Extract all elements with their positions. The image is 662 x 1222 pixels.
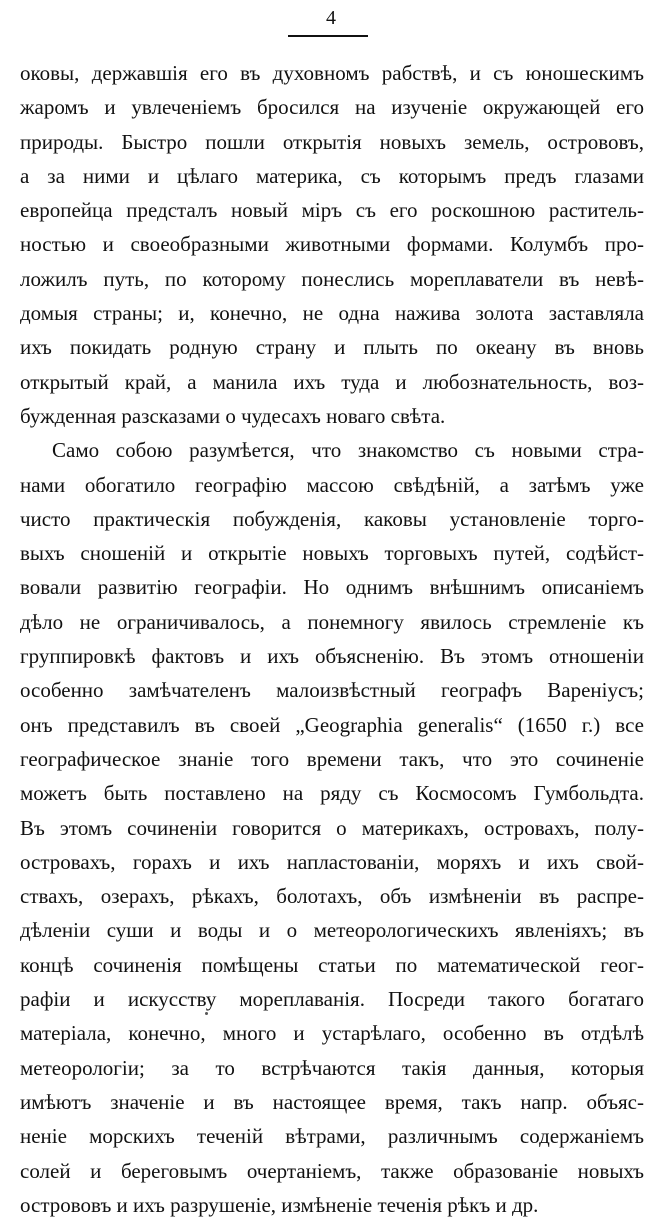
text-line: дѣленіи суши и воды и о метеорологическихъ явленіяхъ; въ (20, 918, 644, 943)
text-line: матеріала, конечно, много и устарѣлаго, особенно въ отдѣлѣ (20, 1021, 644, 1046)
text-line: ностью и своеобразными животными формами. Колумбъ про- (20, 232, 644, 257)
text-line: Въ этомъ сочиненіи говорится о материкахъ, островахъ, полу- (20, 815, 644, 840)
text-line: особенно замѣчателенъ малоизвѣстный географъ Варенiусъ; (20, 678, 644, 703)
header-rule (288, 35, 368, 37)
text-line: нами обогатило географію массою свѣдѣній, а затѣмъ уже (20, 472, 644, 497)
text-line: островахъ, горахъ и ихъ напластованіи, моряхъ и ихъ свой- (20, 849, 644, 874)
text-line: ствахъ, озерахъ, рѣкахъ, болотахъ, объ измѣненіи въ распре- (20, 884, 644, 909)
text-line: онъ представилъ въ своей „Geographia generalis“ (1650 г.) все (20, 712, 644, 737)
text-line: рафіи и искусству мореплаванія. Посреди такого богатаго (20, 987, 644, 1012)
page-number: 4 (326, 7, 336, 29)
text-line: дѣло не ограничивалось, а понемногу явилось стремленіе къ (20, 609, 644, 634)
text-line: домыя страны; и, конечно, не одна нажива золота заставляла (20, 301, 644, 326)
text-line: острововъ и ихъ разрушеніе, измѣненіе теченія рѣкъ и др. (20, 1192, 539, 1217)
text-line: чисто практическія побужденія, каковы установленіе торго- (20, 506, 644, 531)
text-line: Само собою разумѣется, что знакомство съ новыми стра- (52, 438, 644, 463)
text-line: можетъ быть поставлено на ряду съ Космосомъ Гумбольдта. (20, 781, 644, 806)
text-line: неніе морскихъ теченій вѣтрами, различнымъ содержаніемъ (20, 1124, 644, 1149)
text-line: оковы, державшія его въ духовномъ рабствѣ, и съ юношескимъ (20, 61, 644, 85)
text-body (20, 56, 644, 1222)
text-line: ихъ покидать родную страну и плыть по океану въ вновь (20, 335, 644, 360)
text-line: бужденная разсказами о чудесахъ новаго свѣта. (20, 403, 446, 428)
text-line: природы. Быстро пошли открытія новыхъ земель, острововъ, (20, 129, 644, 154)
paragraph-1 (20, 56, 644, 433)
text-line: географическое знаніе того времени такъ, что это сочиненіе (20, 746, 644, 771)
text-line: группировкѣ фактовъ и ихъ объясненію. Въ этомъ отношеніи (20, 644, 644, 669)
text-line: имѣютъ значеніе и въ настоящее время, такъ напр. объяс- (20, 1089, 644, 1114)
text-line: европейца предсталъ новый міръ съ его роскошною раститель- (20, 198, 644, 223)
text-line: а за ними и цѣлаго материка, съ которымъ предъ глазами (20, 163, 644, 188)
text-line: солей и береговымъ очертаніемъ, также образованіе новыхъ (20, 1158, 644, 1183)
page-dot (205, 1012, 208, 1015)
text-line: метеорологіи; за то встрѣчаются такія данныя, которыя (20, 1055, 644, 1080)
text-line: концѣ сочиненія помѣщены статьи по математической геог- (20, 952, 644, 977)
paragraph-2 (20, 433, 644, 1222)
text-line: открытый край, а манила ихъ туда и любознательность, воз- (20, 369, 644, 394)
text-line: выхъ сношеній и открытіе новыхъ торговыхъ путей, содѣйст- (20, 541, 644, 566)
text-line: жаромъ и увлеченіемъ бросился на изученіе окружающей его (20, 95, 644, 120)
text-line: ложилъ путь, по которому понеслись мореплаватели въ невѣ- (20, 266, 644, 291)
text-line: вовали развитію географіи. Но однимъ внѣшнимъ описаніемъ (20, 575, 644, 600)
